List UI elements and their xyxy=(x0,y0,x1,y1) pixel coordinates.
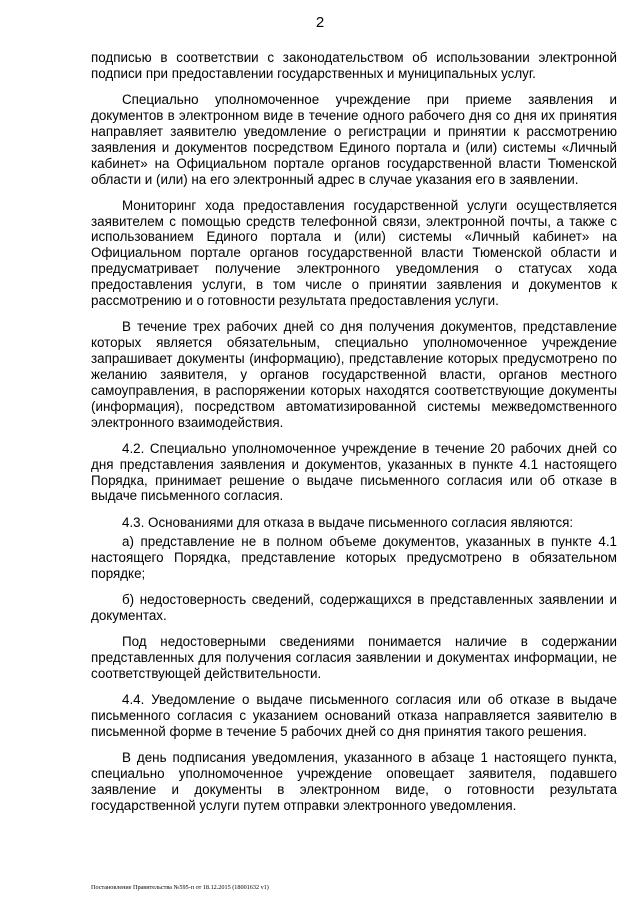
document-footer: Постановление Правительства №595-п от 18.12.2015 (18001632 v1) xyxy=(91,884,269,891)
paragraph-registration-notice: Специально уполномоченное учреждение при приеме заявления и документов в электронном виде в течение одного рабочего дня со дня их принятия направляет заявителю уведомление о регистрации и принятии к рассмотрению заявления и документов посредством Единого портала и (или) системы «Личный кабинет» на Официальном портале органов государственной власти Тюменской области и (или) на его электронный адрес в случае указания его в заявлении. xyxy=(91,92,617,187)
paragraph-4-3-a: а) представление не в полном объеме документов, указанных в пункте 4.1 настоящего Порядка, представление которых предусмотрено в обязательном порядке; xyxy=(91,534,617,582)
paragraph-4-2: 4.2. Специально уполномоченное учреждение в течение 20 рабочих дней со дня представления заявления и документов, указанных в пункте 4.1 настоящего Порядка, принимает решение о выдаче письменного согласия или об отказе в выдаче письменного согласия. xyxy=(91,440,617,504)
paragraph-electronic-notice: В день подписания уведомления, указанного в абзаце 1 настоящего пункта, специально уполномоченное учреждение оповещает заявителя, подавшего заявление и документы в электронном виде, о готовности результата государственной услуги путем отправки электронного уведомления. xyxy=(91,750,617,813)
paragraph-monitoring: Мониторинг хода предоставления государственной услуги осуществляется заявителем с помощью средств телефонной связи, электронной почты, а также с использованием Единого портала и (или) системы «Личный кабинет» на Официальном портале органов государственной власти Тюменской области и предусматривает получение электронного уведомления о статусах хода предоставления услуги, в том числе о принятии заявления и документов к рассмотрению и о готовности результата предоставления услуги. xyxy=(91,197,617,309)
page-number: 2 xyxy=(315,14,325,31)
paragraph-unreliable-info: Под недостоверными сведениями понимается наличие в содержании представленных для получения согласия заявлении и документах информации, не соответствующей действительности. xyxy=(91,634,617,682)
paragraph-interagency-request: В течение трех рабочих дней со дня получения документов, представление которых является обязательным, специально уполномоченное учреждение запрашивает документы (информацию), представление которых предусмотрено по желанию заявителя, у органов государственной власти, органов местного самоуправления, в распоряжении которых находятся соответствующие документы (информация), посредством автоматизированной системы межведомственного электронного взаимодействия. xyxy=(91,319,617,430)
paragraph-4-3: 4.3. Основаниями для отказа в выдаче письменного согласия являются: xyxy=(122,514,574,530)
paragraph-4-3-b: б) недостоверность сведений, содержащихся в представленных заявлении и документах. xyxy=(91,592,617,624)
paragraph-continuation: подписью в соответствии с законодательством об использовании электронной подписи при предоставлении государственных и муниципальных услуг. xyxy=(91,50,617,81)
document-body xyxy=(91,50,617,824)
paragraph-4-4: 4.4. Уведомление о выдаче письменного согласия или об отказе в выдаче письменного согласия с указанием оснований отказа направляется заявителю в письменной форме в течение 5 рабочих дней со дня принятия такого решения. xyxy=(91,692,617,740)
